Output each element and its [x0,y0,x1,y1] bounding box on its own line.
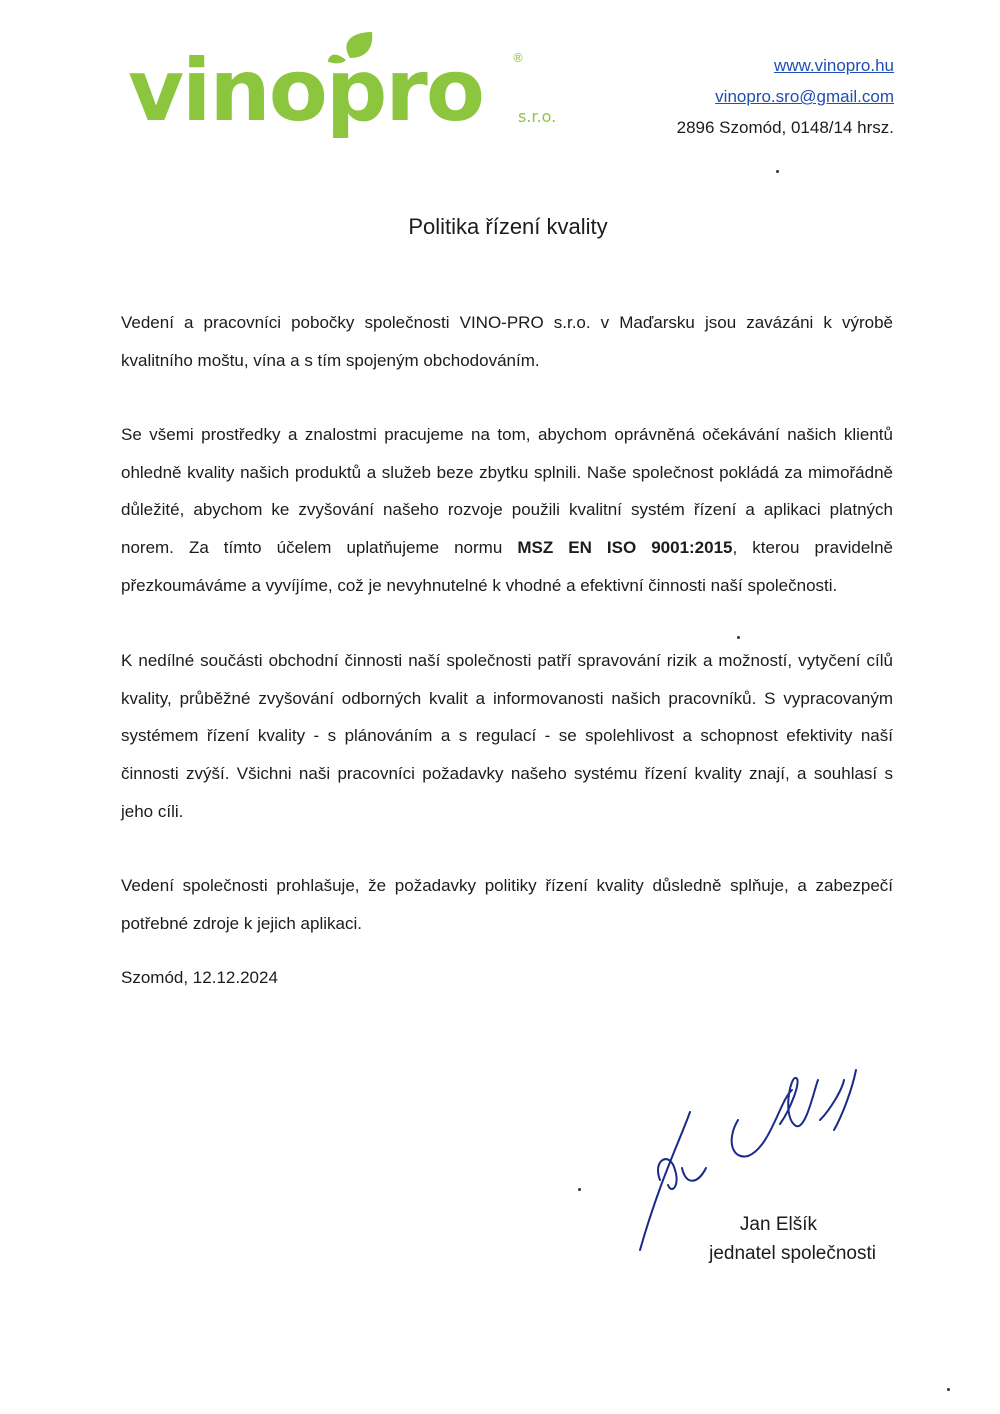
scan-speck [737,636,740,639]
signatory-name: Jan Elšík [739,1214,817,1235]
place-date: Szomód, 12.12.2024 [121,968,278,988]
svg-text:®: ® [512,51,524,65]
scan-speck [947,1388,950,1391]
paragraph-1: Vedení a pracovníci pobočky společnosti VINO-PRO s.r.o. v Maďarsku jsou zavázáni k výrobě kvalitního moštu, vína a s tím spojeným obchodováním. [121,313,893,370]
svg-text:vinopro: vinopro [128,41,483,138]
signatory-role: jednatel společnosti [709,1243,876,1264]
scan-speck [578,1188,581,1191]
document-body [121,304,893,997]
paragraph-2: Se všemi prostředky a znalostmi pracujeme na tom, abychom oprávněná očekávání našich klientů ohledně kvality našich produktů a služeb beze zbytku splnili. Naše společnost pokládá za mimořádně důležité, abychom ke zvyšování našeho rozvoje použili kvalitní systém řízení a aplikaci platných norem. Za tímto účelem uplatňujeme normu MSZ EN ISO 9001:2015, kterou pravidelně přezkoumáváme a vyvíjíme, což je nevyhnutelné k vhodné a efektivní činnosti naší společnosti. [121,425,893,595]
website-link[interactable]: www.vinopro.hu [773,56,894,75]
address: 2896 Szomód, 0148/14 hrsz. [676,118,894,137]
paragraph-3: K nedílné součásti obchodní činnosti naší společnosti patří spravování rizik a možností, vytyčení cílů kvality, průběžné zvyšování odborných kvalit a informovanosti našich pracovníků. S vypracovaným systémem řízení kvality - s plánováním a s regulací - se spolehlivost a schopnost efektivity naší činnosti zvýší. Všichni naši pracovníci požadavky našeho systému řízení kvality znají, a souhlasí s jeho cíli. [121,651,893,821]
contact-block [677,50,894,143]
vinopro-logo-graphic [128,28,568,138]
document-title: Politika řízení kvality [408,214,608,239]
svg-text:s.r.o.: s.r.o. [518,107,557,126]
email-link[interactable]: vinopro.sro@gmail.com [715,87,894,106]
paragraph-4: Vedení společnosti prohlašuje, že požadavky politiky řízení kvality důsledně splňuje, a zabezpečí potřebné zdroje k jejich aplikaci. [121,876,893,933]
scan-speck [776,170,779,173]
standard-name: MSZ EN ISO 9001:2015 [517,537,733,557]
company-logo [128,28,568,138]
